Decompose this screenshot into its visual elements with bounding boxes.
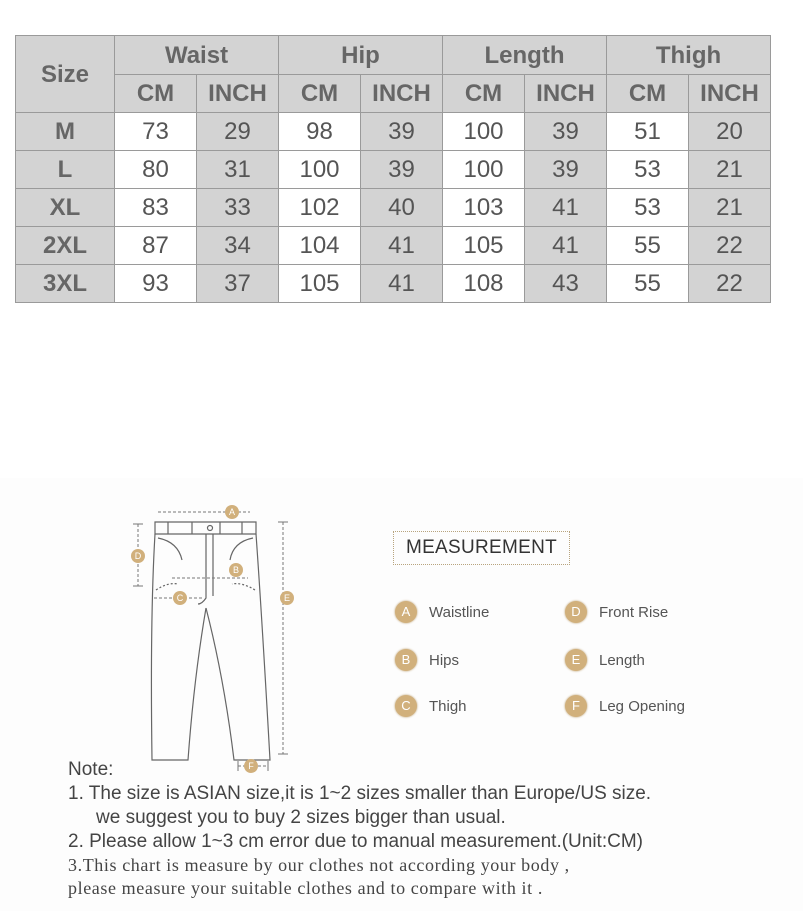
marker-a-icon — [225, 505, 239, 519]
marker-b-icon — [229, 563, 243, 577]
table-cell: 105 — [443, 227, 525, 265]
unit-header: INCH — [689, 75, 771, 113]
table-cell: 29 — [197, 113, 279, 151]
badge-e-icon: E — [565, 649, 587, 671]
marker-d-icon — [131, 549, 145, 563]
group-header-waist: Waist — [115, 36, 279, 75]
table-cell: 41 — [361, 265, 443, 303]
table-cell: 39 — [525, 151, 607, 189]
table-cell: 33 — [197, 189, 279, 227]
svg-text:B: B — [232, 565, 240, 575]
measurement-panel — [0, 478, 803, 911]
table-cell: 39 — [525, 113, 607, 151]
table-cell: 100 — [443, 113, 525, 151]
table-cell: 43 — [525, 265, 607, 303]
table-cell: 55 — [607, 227, 689, 265]
badge-d-icon: D — [565, 601, 587, 623]
measurement-title: MEASUREMENT — [393, 531, 570, 565]
note-line: we suggest you to buy 2 sizes bigger than usual. — [96, 807, 506, 828]
table-cell: 22 — [689, 227, 771, 265]
marker-c-icon — [173, 591, 187, 605]
group-header-hip: Hip — [279, 36, 443, 75]
table-row — [16, 189, 771, 227]
size-header: Size — [16, 36, 115, 113]
table-cell: 104 — [279, 227, 361, 265]
size-label: M — [16, 113, 115, 151]
group-header-thigh: Thigh — [607, 36, 771, 75]
legend-hips — [395, 649, 459, 671]
table-row — [16, 265, 771, 303]
legend-label: Hips — [429, 651, 460, 669]
size-label: L — [16, 151, 115, 189]
table-cell: 73 — [115, 113, 197, 151]
table-cell: 39 — [361, 151, 443, 189]
table-cell: 20 — [689, 113, 771, 151]
table-cell: 100 — [443, 151, 525, 189]
badge-b-icon: B — [395, 649, 417, 671]
badge-c-icon: C — [395, 695, 417, 717]
table-cell: 21 — [689, 189, 771, 227]
table-cell: 37 — [197, 265, 279, 303]
group-header-length: Length — [443, 36, 607, 75]
note-line: please measure your suitable clothes and to compare with it . — [68, 878, 543, 898]
table-cell: 100 — [279, 151, 361, 189]
legend-label: Leg Opening — [599, 697, 685, 715]
unit-header: INCH — [525, 75, 607, 113]
table-cell: 53 — [607, 189, 689, 227]
table-cell: 53 — [607, 151, 689, 189]
svg-text:C: C — [176, 593, 184, 603]
unit-header: CM — [443, 75, 525, 113]
unit-header: CM — [115, 75, 197, 113]
legend-length — [565, 649, 645, 671]
svg-text:E: E — [283, 593, 291, 603]
svg-text:D: D — [134, 551, 142, 561]
legend-label: Front Rise — [599, 603, 669, 621]
table-row — [16, 113, 771, 151]
table-cell: 93 — [115, 265, 197, 303]
pants-diagram — [120, 498, 310, 778]
size-label: XL — [16, 189, 115, 227]
svg-text:F: F — [248, 761, 254, 771]
badge-f-icon: F — [565, 695, 587, 717]
table-cell: 41 — [525, 189, 607, 227]
table-cell: 87 — [115, 227, 197, 265]
badge-a-icon: A — [395, 601, 417, 623]
unit-header: CM — [279, 75, 361, 113]
legend-waistline — [395, 601, 489, 623]
table-cell: 103 — [443, 189, 525, 227]
table-cell: 34 — [197, 227, 279, 265]
legend-label: Length — [599, 651, 645, 669]
table-row — [16, 151, 771, 189]
note-line: 3.This chart is measure by our clothes not according your body , — [68, 855, 570, 875]
notes-heading: Note: — [68, 759, 114, 780]
size-chart-table — [15, 35, 771, 303]
legend-leg-opening — [565, 695, 685, 717]
legend-thigh — [395, 695, 467, 717]
notes-section — [68, 758, 788, 900]
table-cell: 108 — [443, 265, 525, 303]
table-cell: 83 — [115, 189, 197, 227]
table-cell: 105 — [279, 265, 361, 303]
legend-label: Thigh — [429, 697, 467, 715]
legend-label: Waistline — [429, 603, 490, 621]
table-row — [16, 227, 771, 265]
table-cell: 51 — [607, 113, 689, 151]
table-cell: 21 — [689, 151, 771, 189]
note-line: 2. Please allow 1~3 cm error due to manual measurement.(Unit:CM) — [68, 831, 643, 852]
pants-outline-icon — [151, 522, 270, 760]
size-label: 3XL — [16, 265, 115, 303]
table-cell: 31 — [197, 151, 279, 189]
unit-header: INCH — [197, 75, 279, 113]
table-cell: 98 — [279, 113, 361, 151]
table-cell: 80 — [115, 151, 197, 189]
table-cell: 55 — [607, 265, 689, 303]
table-cell: 41 — [525, 227, 607, 265]
note-line: 1. The size is ASIAN size,it is 1~2 sizes smaller than Europe/US size. — [68, 783, 652, 804]
marker-e-icon — [280, 591, 294, 605]
unit-header: INCH — [361, 75, 443, 113]
unit-header: CM — [607, 75, 689, 113]
table-cell: 102 — [279, 189, 361, 227]
legend-front-rise — [565, 601, 668, 623]
table-cell: 39 — [361, 113, 443, 151]
svg-text:A: A — [228, 507, 236, 517]
table-cell: 40 — [361, 189, 443, 227]
table-cell: 41 — [361, 227, 443, 265]
size-label: 2XL — [16, 227, 115, 265]
table-cell: 22 — [689, 265, 771, 303]
